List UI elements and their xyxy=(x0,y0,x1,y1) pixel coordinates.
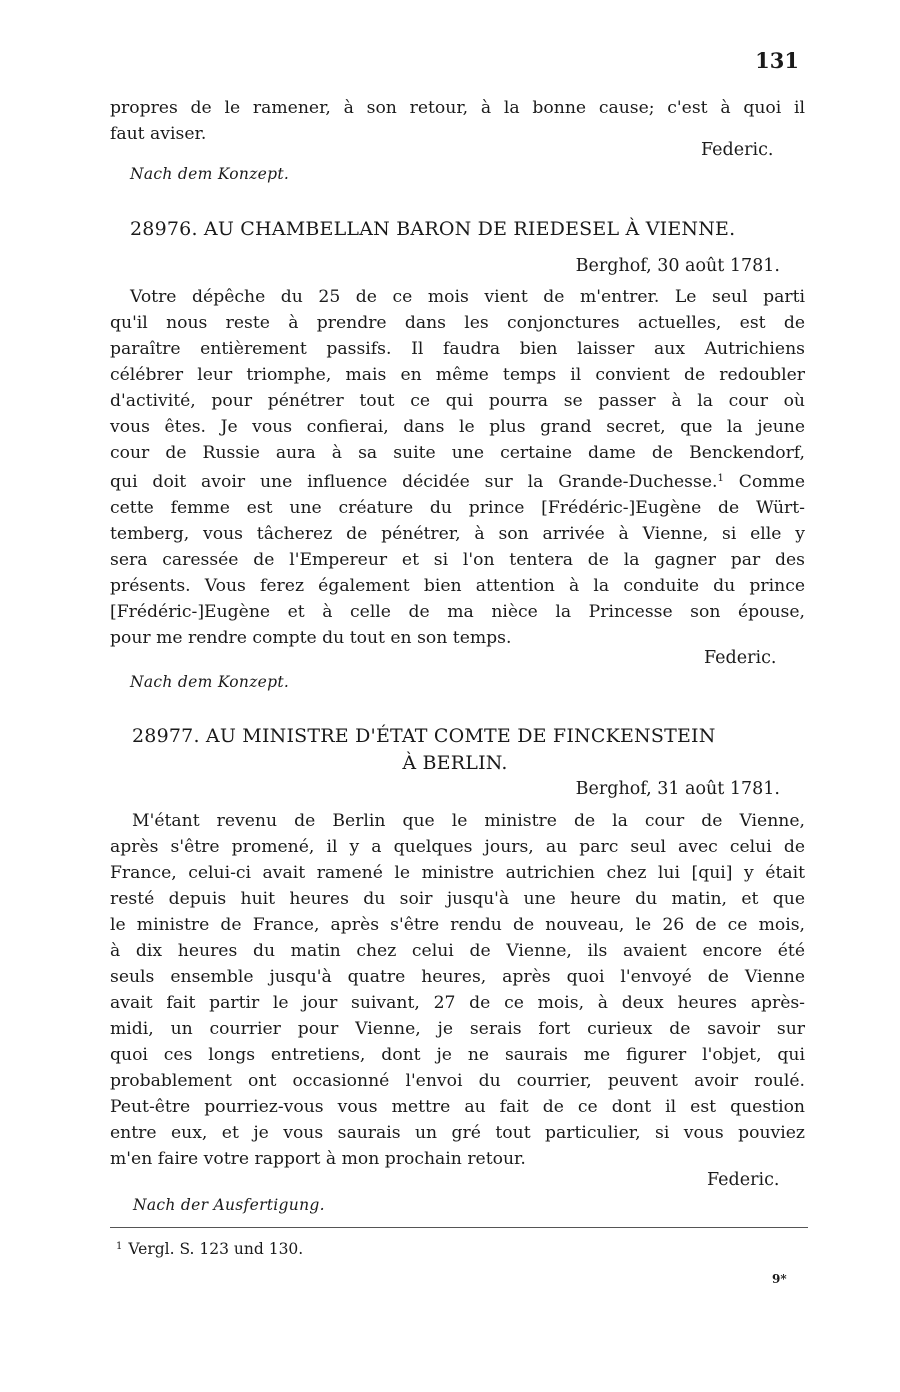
text-line: vous êtes. Je vous confierai, dans le plus grand secret, que la jeune xyxy=(110,417,805,437)
text-line: M'étant revenu de Berlin que le ministre de la cour de Vienne, xyxy=(132,811,805,831)
text-line: France, celui-ci avait ramené le ministre autrichien chez lui [qui] y était xyxy=(110,863,805,883)
text-line: cour de Russie aura à sa suite une certaine dame de Benckendorf, xyxy=(110,443,805,463)
text-line: Votre dépêche du 25 de ce mois vient de m'entrer. Le seul parti xyxy=(130,287,805,307)
letter-body xyxy=(110,284,805,651)
letter-heading-continuation: À BERLIN. xyxy=(402,752,508,774)
text-line: pour me rendre compte du tout en son temps. xyxy=(110,628,512,648)
text-line: après s'être promené, il y a quelques jours, au parc seul avec celui de xyxy=(110,837,805,857)
text-line: qu'il nous reste à prendre dans les conjonctures actuelles, est de xyxy=(110,313,805,333)
text-line: quoi ces longs entretiens, dont je ne saurais me figurer l'objet, qui xyxy=(110,1045,805,1065)
text-line: temberg, vous tâcherez de pénétrer, à son arrivée à Vienne, si elle y xyxy=(110,524,805,544)
text-line: entre eux, et je vous saurais un gré tout particulier, si vous pouviez xyxy=(110,1123,805,1143)
footnote-divider xyxy=(110,1227,808,1228)
text-line: seuls ensemble jusqu'à quatre heures, après quoi l'envoyé de Vienne xyxy=(110,967,805,987)
signature: Federic. xyxy=(707,1170,780,1190)
letter-body xyxy=(110,808,805,1172)
text-line: propres de le ramener, à son retour, à la bonne cause; c'est à quoi il xyxy=(110,98,805,118)
source-note: Nach der Ausfertigung. xyxy=(133,1196,325,1214)
text-line: le ministre de France, après s'être rendu de nouveau, le 26 de ce mois, xyxy=(110,915,805,935)
text-line: resté depuis huit heures du soir jusqu'à une heure du matin, et que xyxy=(110,889,805,909)
page-number: 131 xyxy=(755,48,799,73)
text-segment: qui doit avoir une influence décidée sur la Grande-Duchesse. xyxy=(110,472,718,492)
text-segment: Comme xyxy=(738,472,805,492)
letter-heading: 28976. AU CHAMBELLAN BARON DE RIEDESEL À VIENNE. xyxy=(130,218,736,240)
dateline: Berghof, 31 août 1781. xyxy=(575,779,780,799)
text-line: présents. Vous ferez également bien attention à la conduite du prince xyxy=(110,576,805,596)
text-line: faut aviser. xyxy=(110,124,207,144)
footnote xyxy=(116,1240,303,1258)
footnote-text: Vergl. S. 123 und 130. xyxy=(128,1240,304,1258)
text-line: [Frédéric-]Eugène et à celle de ma nièce la Princesse son épouse, xyxy=(110,602,805,622)
source-note: Nach dem Konzept. xyxy=(130,673,290,691)
letter-heading: 28977. AU MINISTRE D'ÉTAT COMTE DE FINCKENSTEIN xyxy=(132,725,716,747)
text-line: paraître entièrement passifs. Il faudra bien laisser aux Autrichiens xyxy=(110,339,805,359)
text-line: midi, un courrier pour Vienne, je serais fort curieux de savoir sur xyxy=(110,1019,805,1039)
signature-mark: 9* xyxy=(772,1272,787,1286)
footnote-mark: 1 xyxy=(116,1241,123,1252)
text-line: avait fait partir le jour suivant, 27 de ce mois, à deux heures après- xyxy=(110,993,805,1013)
signature: Federic. xyxy=(701,140,774,160)
text-line: Peut-être pourriez-vous vous mettre au fait de ce dont il est question xyxy=(110,1097,805,1117)
text-line: cette femme est une créature du prince [Frédéric-]Eugène de Würt- xyxy=(110,498,805,518)
source-note: Nach dem Konzept. xyxy=(130,165,290,183)
text-line: d'activité, pour pénétrer tout ce qui pourra se passer à la cour où xyxy=(110,391,805,411)
text-line xyxy=(110,466,805,495)
signature: Federic. xyxy=(704,648,777,668)
text-line: à dix heures du matin chez celui de Vienne, ils avaient encore été xyxy=(110,941,805,961)
footnote-reference: 1 xyxy=(717,473,724,484)
text-line: célébrer leur triomphe, mais en même temps il convient de redoubler xyxy=(110,365,805,385)
text-line: probablement ont occasionné l'envoi du courrier, peuvent avoir roulé. xyxy=(110,1071,805,1091)
text-line: sera caressée de l'Empereur et si l'on tentera de la gagner par des xyxy=(110,550,805,570)
dateline: Berghof, 30 août 1781. xyxy=(575,256,780,276)
text-line: m'en faire votre rapport à mon prochain retour. xyxy=(110,1149,526,1169)
